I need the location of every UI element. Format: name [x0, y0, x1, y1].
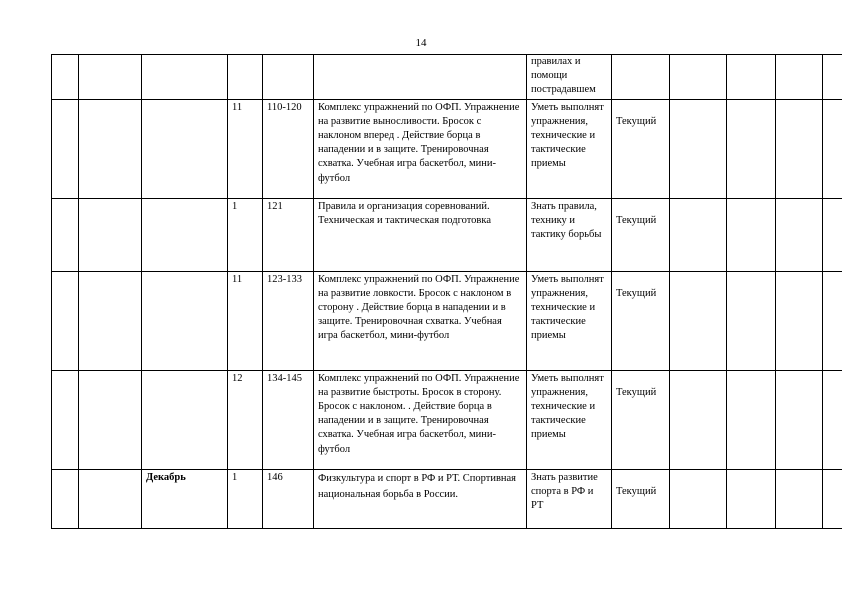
cell-blank: [52, 469, 79, 528]
cell-blank: [52, 198, 79, 271]
cell-lesson-number: 123-133: [263, 271, 314, 370]
cell-blank: [727, 55, 776, 100]
cell-month: [142, 271, 228, 370]
cell-blank: [79, 99, 142, 198]
cell-requirements: Уметь выполнят упражнения, технические и тактические приемы: [527, 271, 612, 370]
cell-topic: Правила и организация соревнований. Техническая и тактическая подготовка: [314, 198, 527, 271]
table-row: [52, 370, 842, 469]
cell-lesson-number: 110-120: [263, 99, 314, 198]
cell-hours: 11: [228, 271, 263, 370]
cell-blank: [727, 271, 776, 370]
cell-month: Декабрь: [142, 469, 228, 528]
cell-blank: [79, 271, 142, 370]
cell-blank: [52, 370, 79, 469]
cell-control: [612, 55, 670, 100]
cell-blank: [79, 198, 142, 271]
cell-hours: 1: [228, 469, 263, 528]
cell-blank: [776, 99, 823, 198]
cell-lesson-number: 121: [263, 198, 314, 271]
table-row: [52, 99, 842, 198]
cell-month: [142, 99, 228, 198]
cell-requirements: правилах и помощи пострадавшем: [527, 55, 612, 100]
cell-blank: [823, 271, 842, 370]
cell-topic: Комплекс упражнений по ОФП. Упражнение на развитие ловкости. Бросок с наклоном в сторону . Действие борца в нападении и в защите. Тренировочная схватка. Учебная игра баскетбол, мини-футбол: [314, 271, 527, 370]
cell-blank: [776, 370, 823, 469]
cell-control: Текущий: [612, 370, 670, 469]
cell-blank: [823, 469, 842, 528]
cell-blank: [670, 99, 727, 198]
cell-blank: [670, 370, 727, 469]
cell-blank: [823, 370, 842, 469]
cell-blank: [823, 198, 842, 271]
cell-lesson-number: 134-145: [263, 370, 314, 469]
cell-blank: [727, 198, 776, 271]
cell-hours: 11: [228, 99, 263, 198]
cell-month: [142, 370, 228, 469]
lesson-plan-table: [51, 54, 842, 529]
cell-blank: [52, 99, 79, 198]
cell-requirements: Знать правила, технику и тактику борьбы: [527, 198, 612, 271]
cell-topic: Физкультура и спорт в РФ и РТ. Спортивная национальная борьба в России.: [314, 469, 527, 528]
cell-control: Текущий: [612, 198, 670, 271]
table-row: [52, 469, 842, 528]
cell-blank: [776, 198, 823, 271]
cell-blank: [52, 55, 79, 100]
cell-blank: [727, 99, 776, 198]
cell-control: Текущий: [612, 469, 670, 528]
cell-blank: [79, 370, 142, 469]
cell-topic: Комплекс упражнений по ОФП. Упражнение на развитие выносливости. Бросок с наклоном вперед . Действие борца в нападении и в защите. Тренировочная схватка. Учебная игра баскетбол, мини-футбол: [314, 99, 527, 198]
table-row: [52, 198, 842, 271]
cell-control: Текущий: [612, 271, 670, 370]
cell-blank: [79, 55, 142, 100]
cell-lesson-number: [263, 55, 314, 100]
cell-blank: [823, 55, 842, 100]
cell-month: [142, 55, 228, 100]
cell-requirements: Уметь выполнят упражнения, технические и тактические приемы: [527, 370, 612, 469]
cell-blank: [670, 469, 727, 528]
page-number: 14: [415, 37, 427, 49]
cell-blank: [727, 370, 776, 469]
cell-blank: [670, 198, 727, 271]
cell-hours: 12: [228, 370, 263, 469]
cell-blank: [52, 271, 79, 370]
cell-lesson-number: 146: [263, 469, 314, 528]
cell-blank: [727, 469, 776, 528]
cell-blank: [79, 469, 142, 528]
cell-blank: [670, 55, 727, 100]
cell-hours: [228, 55, 263, 100]
cell-blank: [670, 271, 727, 370]
cell-hours: 1: [228, 198, 263, 271]
cell-blank: [776, 469, 823, 528]
cell-control: Текущий: [612, 99, 670, 198]
table-row: [52, 55, 842, 100]
cell-requirements: Уметь выполнят упражнения, технические и тактические приемы: [527, 99, 612, 198]
cell-blank: [776, 55, 823, 100]
cell-topic: [314, 55, 527, 100]
cell-requirements: Знать развитие спорта в РФ и РТ: [527, 469, 612, 528]
table-row: [52, 271, 842, 370]
cell-month: [142, 198, 228, 271]
cell-blank: [776, 271, 823, 370]
cell-topic: Комплекс упражнений по ОФП. Упражнение на развитие быстроты. Бросок в сторону. Бросок с наклоном. . Действие борца в нападении и в защите. Тренировочная схватка. Учебная игра баскетбол, мини-футбол: [314, 370, 527, 469]
cell-blank: [823, 99, 842, 198]
